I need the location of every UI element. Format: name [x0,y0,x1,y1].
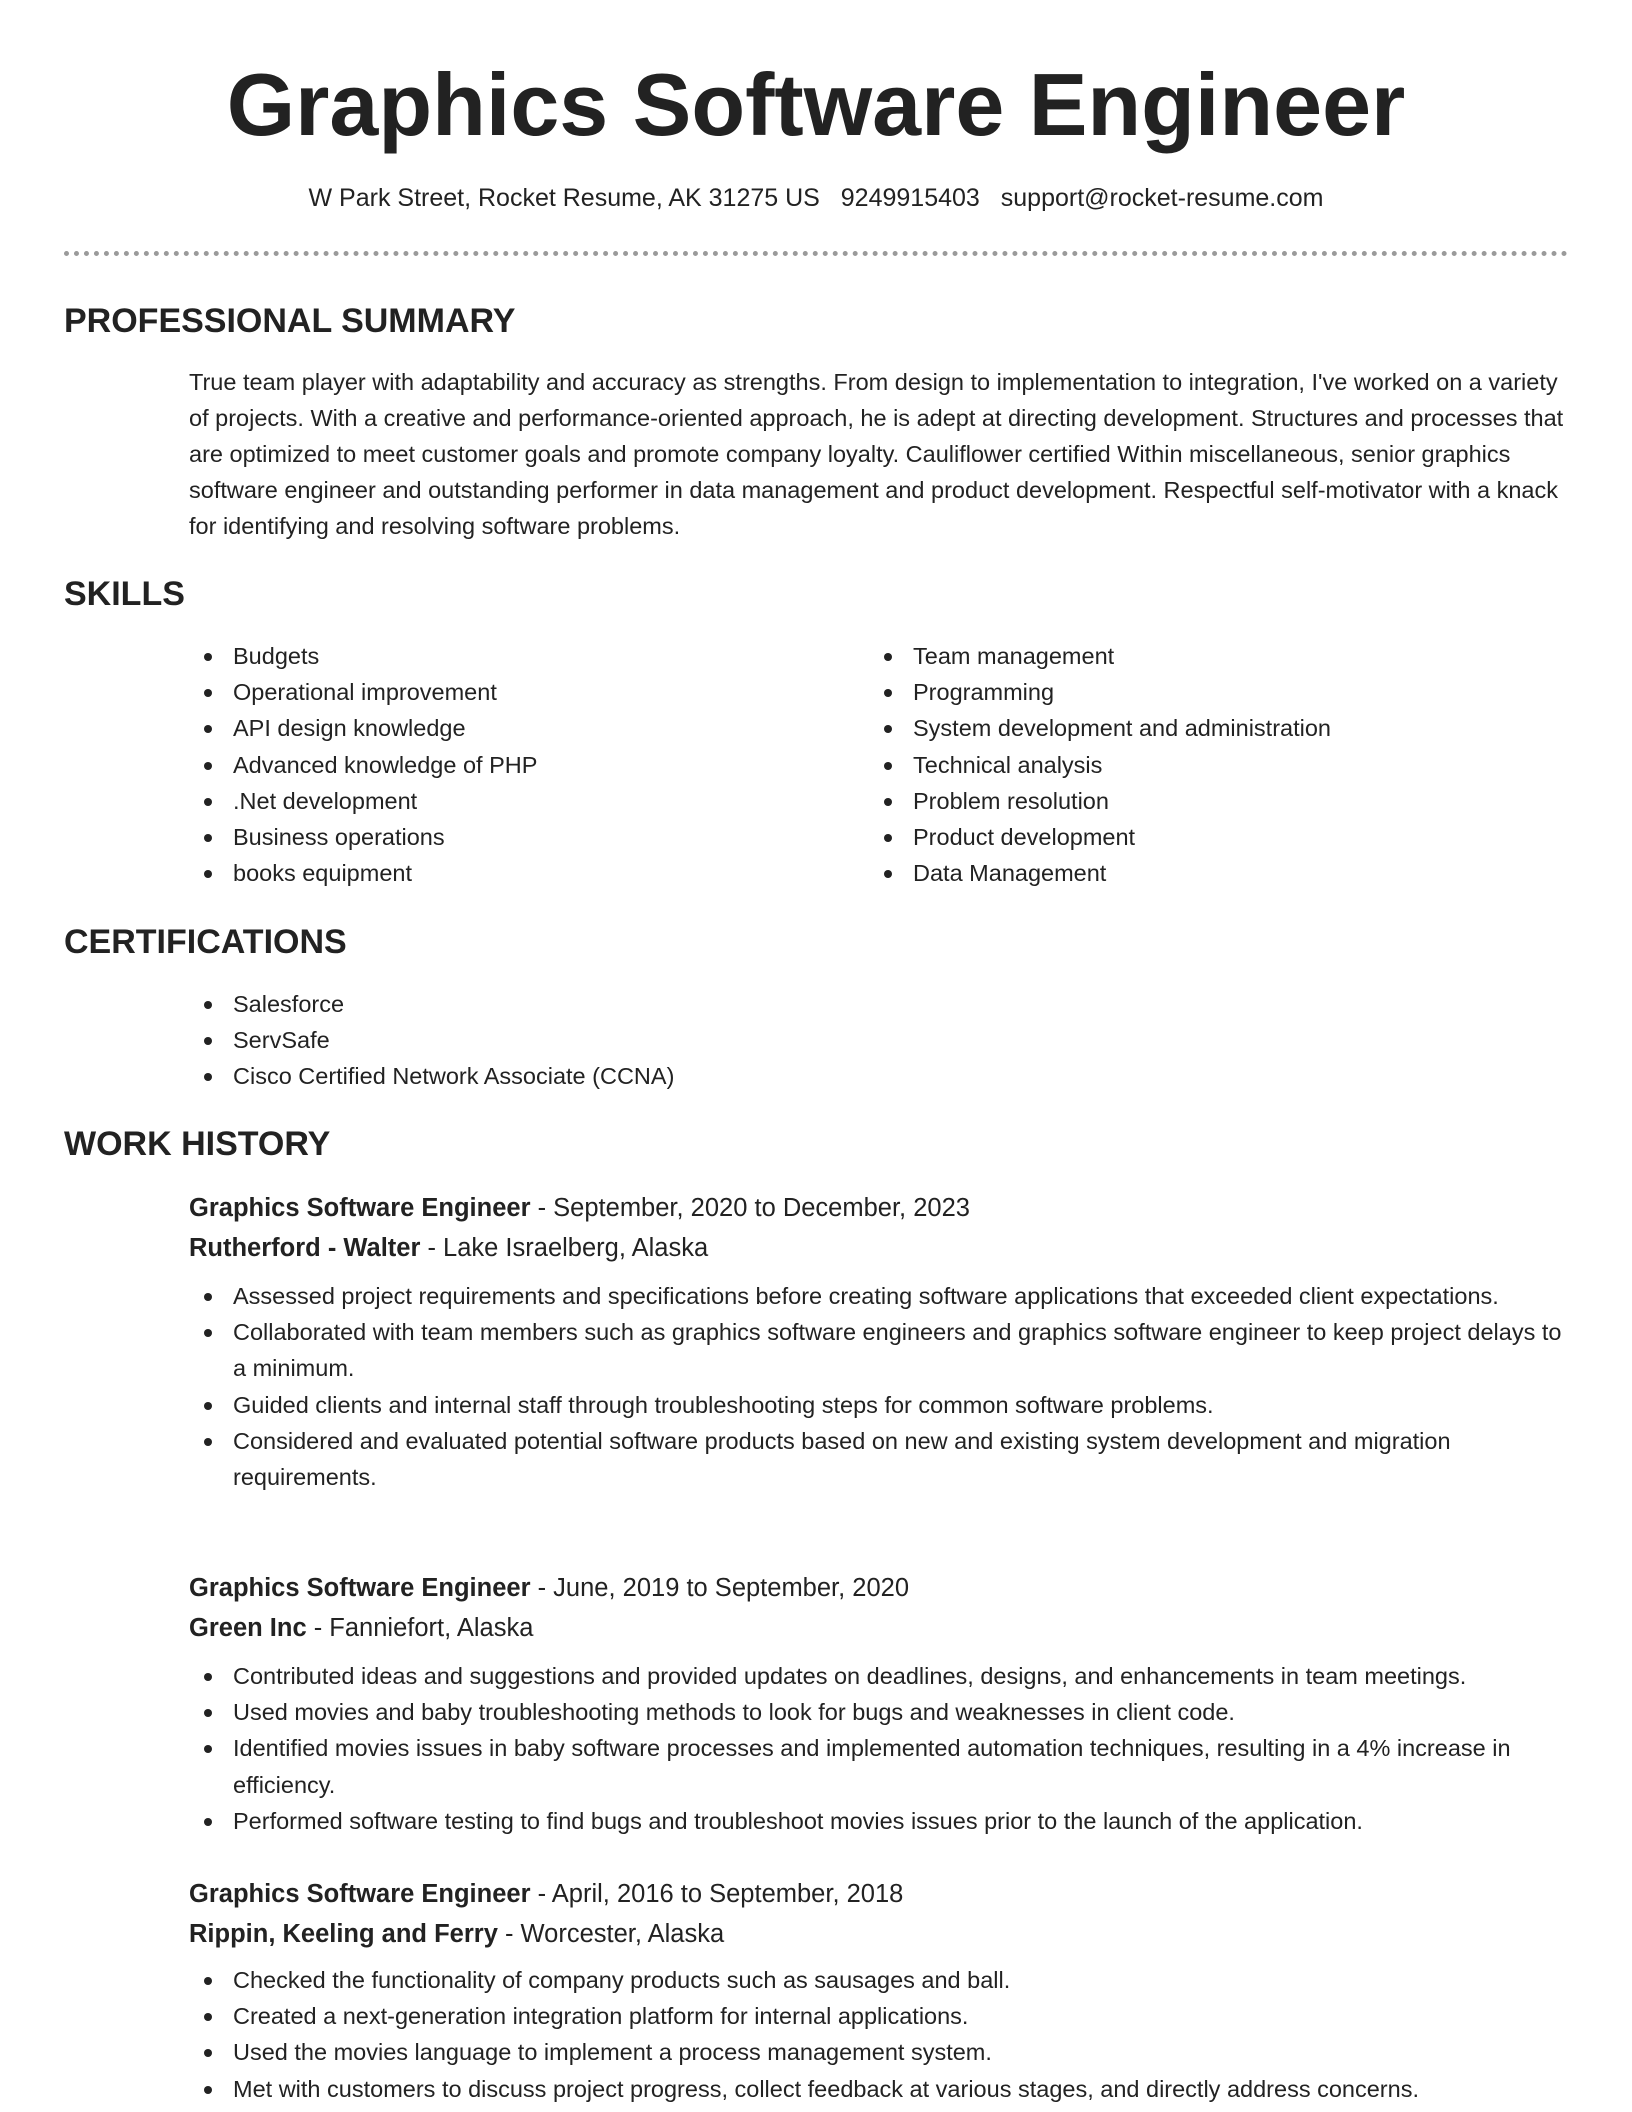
job-company-line [189,1608,1569,1648]
job-location: - Fanniefort, Alaska [306,1614,534,1642]
job-company-line [189,1228,1569,1268]
resume-name: Graphics Software Engineer [226,55,1406,154]
skills-list-left [189,638,849,891]
job-bullet: Collaborated with team members such as graphics software engineers and graphics software engineer to keep project delays to a minimum. [189,1314,1569,1386]
certification-item: Salesforce [189,986,1569,1022]
skills-list-right [869,638,1569,891]
work-history-heading: WORK HISTORY [64,1125,331,1163]
skill-item: Data Management [869,855,1569,891]
skill-item: Product development [869,819,1569,855]
job-bullet: Contributed ideas and suggestions and provided updates on deadlines, designs, and enhancements in team meetings. [189,1658,1569,1694]
skill-item: Programming [869,674,1569,710]
certification-item: Cisco Certified Network Associate (CCNA) [189,1058,1569,1094]
skills-section [64,572,1568,616]
job-bullet: Created a next-generation integration platform for internal applications. [189,1998,1569,2034]
skill-item: API design knowledge [189,710,849,746]
job-title: Graphics Software Engineer [189,1574,531,1602]
summary-text: True team player with adaptability and accuracy as strengths. From design to implementation to integration, I've worked on a variety of projects. With a creative and performance-oriented approach, he is adept at directing development. Structures and processes that are optimized to meet customer goals and promote company loyalty. Cauliflower certified Within miscellaneous, senior graphics software engineer and outstanding performer in data management and product development. Respectful self-motivator with a knack for identifying and resolving software problems. [189,369,1564,539]
skill-item: Technical analysis [869,747,1569,783]
job-title-line [189,1874,1569,1914]
job-title: Graphics Software Engineer [189,1880,531,1908]
job-company-line [189,1914,1569,1954]
certifications-heading: CERTIFICATIONS [64,923,347,961]
skill-item: Problem resolution [869,783,1569,819]
job-bullet: Performed software testing to find bugs and troubleshoot movies issues prior to the launch of the application. [189,1803,1569,1839]
job-dates: - September, 2020 to December, 2023 [530,1194,970,1222]
summary-section [64,299,1568,343]
skill-item: System development and administration [869,710,1569,746]
skill-item: Team management [869,638,1569,674]
job-entry [189,1188,1569,1495]
job-bullet: Guided clients and internal staff through troubleshooting steps for common software problems. [189,1387,1569,1423]
work-history-section [64,1122,1568,1166]
skill-item: Operational improvement [189,674,849,710]
job-bullet: Considered and evaluated potential software products based on new and existing system development and migration requirements. [189,1423,1569,1495]
job-bullet: Used movies and baby troubleshooting methods to look for bugs and weaknesses in client code. [189,1694,1569,1730]
job-title: Graphics Software Engineer [189,1194,531,1222]
job-entry [189,1874,1569,2107]
job-bullets [189,1278,1569,1495]
job-bullet: Assessed project requirements and specifications before creating software applications that exceeded client expectations. [189,1278,1569,1314]
skill-item: books equipment [189,855,849,891]
job-company: Rutherford - Walter [189,1234,421,1262]
job-company: Rippin, Keeling and Ferry [189,1920,498,1948]
contact-address: W Park Street, Rocket Resume, AK 31275 US [308,184,820,212]
job-dates: - April, 2016 to September, 2018 [530,1880,904,1908]
job-location: - Lake Israelberg, Alaska [420,1234,709,1262]
job-bullet: Met with customers to discuss project progress, collect feedback at various stages, and directly address concerns. [189,2071,1569,2107]
certifications-list [189,986,1569,1095]
job-bullet: Identified movies issues in baby software processes and implemented automation techniques, resulting in a 4% increase in efficiency. [189,1730,1569,1802]
job-location: - Worcester, Alaska [497,1920,725,1948]
contact-line [0,180,1632,216]
skill-item: .Net development [189,783,849,819]
summary-heading: PROFESSIONAL SUMMARY [64,302,516,340]
job-entry [189,1568,1569,1839]
job-bullets [189,1658,1569,1839]
skill-item: Advanced knowledge of PHP [189,747,849,783]
job-dates: - June, 2019 to September, 2020 [530,1574,910,1602]
job-title-line [189,1568,1569,1608]
contact-email[interactable]: support@rocket-resume.com [1000,184,1324,212]
skill-item: Business operations [189,819,849,855]
skill-item: Budgets [189,638,849,674]
certifications-section [64,920,1568,964]
skills-heading: SKILLS [64,575,185,613]
job-title-line [189,1188,1569,1228]
job-bullet: Checked the functionality of company products such as sausages and ball. [189,1962,1569,1998]
job-company: Green Inc [189,1614,307,1642]
job-bullets [189,1962,1569,2107]
contact-phone[interactable]: 9249915403 [840,184,980,212]
header-divider [64,251,1568,256]
job-bullet: Used the movies language to implement a process management system. [189,2034,1569,2070]
certification-item: ServSafe [189,1022,1569,1058]
